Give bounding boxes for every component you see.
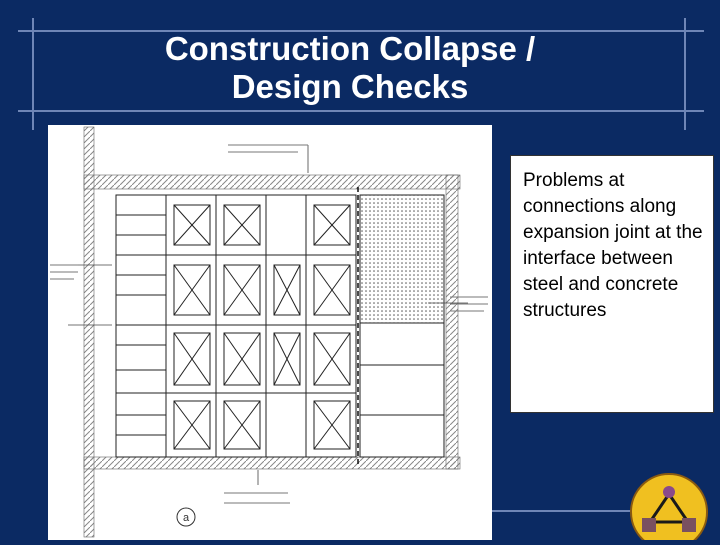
framing-grid <box>116 195 356 457</box>
frame-line-right <box>684 18 686 130</box>
callout-box <box>510 155 714 413</box>
bottom-wall <box>84 457 460 469</box>
organization-logo <box>628 468 710 540</box>
slide-title <box>60 30 640 106</box>
frame-line-left <box>32 18 34 130</box>
frame-line-mid <box>18 110 704 112</box>
figure-label: a <box>182 512 190 524</box>
top-wall <box>84 175 460 189</box>
slide-title-line2: Design Checks <box>231 68 469 105</box>
right-wall <box>446 175 458 469</box>
logo-icon <box>628 468 710 540</box>
callout-text: Problems at connections along expansion joint at the interface between steel and concrete structures <box>523 170 703 321</box>
structural-plan-svg <box>48 125 492 540</box>
structural-plan-drawing <box>48 125 492 540</box>
concrete-structure-zone <box>360 195 444 323</box>
slide-title-line1: Construction Collapse / <box>164 30 536 67</box>
